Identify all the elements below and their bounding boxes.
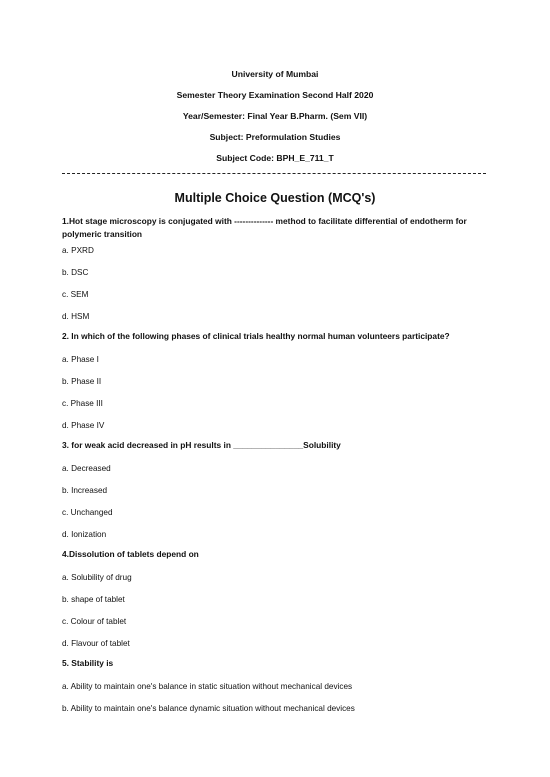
question-1: 1.Hot stage microscopy is conjugated with -------------- method to facilitate differential of endotherm for polymeric transition bbox=[62, 216, 467, 239]
q4-option-a: a. Solubility of drug bbox=[62, 573, 132, 582]
q2-option-a: a. Phase I bbox=[62, 355, 99, 364]
q3-option-a: a. Decreased bbox=[62, 464, 111, 473]
section-title: Multiple Choice Question (MCQ's) bbox=[174, 191, 376, 205]
q5-option-b: b. Ability to maintain one's balance dynamic situation without mechanical devices bbox=[62, 704, 355, 713]
q2-option-c: c. Phase III bbox=[62, 399, 103, 408]
q4-option-c: c. Colour of tablet bbox=[62, 617, 127, 626]
question-5: 5. Stability is bbox=[62, 658, 114, 668]
exam-title: Semester Theory Examination Second Half 2020 bbox=[176, 90, 374, 100]
q1-option-d: d. HSM bbox=[62, 312, 90, 321]
q4-option-b: b. shape of tablet bbox=[62, 595, 125, 604]
university-name: University of Mumbai bbox=[231, 69, 319, 79]
q3-option-b: b. Increased bbox=[62, 486, 108, 495]
q1-option-c: c. SEM bbox=[62, 290, 89, 299]
q2-option-d: d. Phase IV bbox=[62, 421, 105, 430]
question-4: 4.Dissolution of tablets depend on bbox=[62, 549, 199, 559]
question-3: 3. for weak acid decreased in pH results in _______________Solubility bbox=[62, 440, 341, 450]
q1-option-a: a. PXRD bbox=[62, 246, 94, 255]
subject-name: Subject: Preformulation Studies bbox=[209, 132, 341, 142]
q2-option-b: b. Phase II bbox=[62, 377, 102, 386]
subject-code: Subject Code: BPH_E_711_T bbox=[216, 153, 334, 163]
dashed-divider bbox=[62, 173, 486, 174]
q4-option-d: d. Flavour of tablet bbox=[62, 639, 130, 648]
question-2: 2. In which of the following phases of clinical trials healthy normal human volunteers participate? bbox=[62, 331, 450, 341]
q1-option-b: b. DSC bbox=[62, 268, 89, 277]
q3-option-d: d. Ionization bbox=[62, 530, 107, 539]
q5-option-a: a. Ability to maintain one's balance in static situation without mechanical devices bbox=[62, 682, 353, 691]
q3-option-c: c. Unchanged bbox=[62, 508, 113, 517]
year-semester: Year/Semester: Final Year B.Pharm. (Sem VII) bbox=[182, 111, 368, 121]
